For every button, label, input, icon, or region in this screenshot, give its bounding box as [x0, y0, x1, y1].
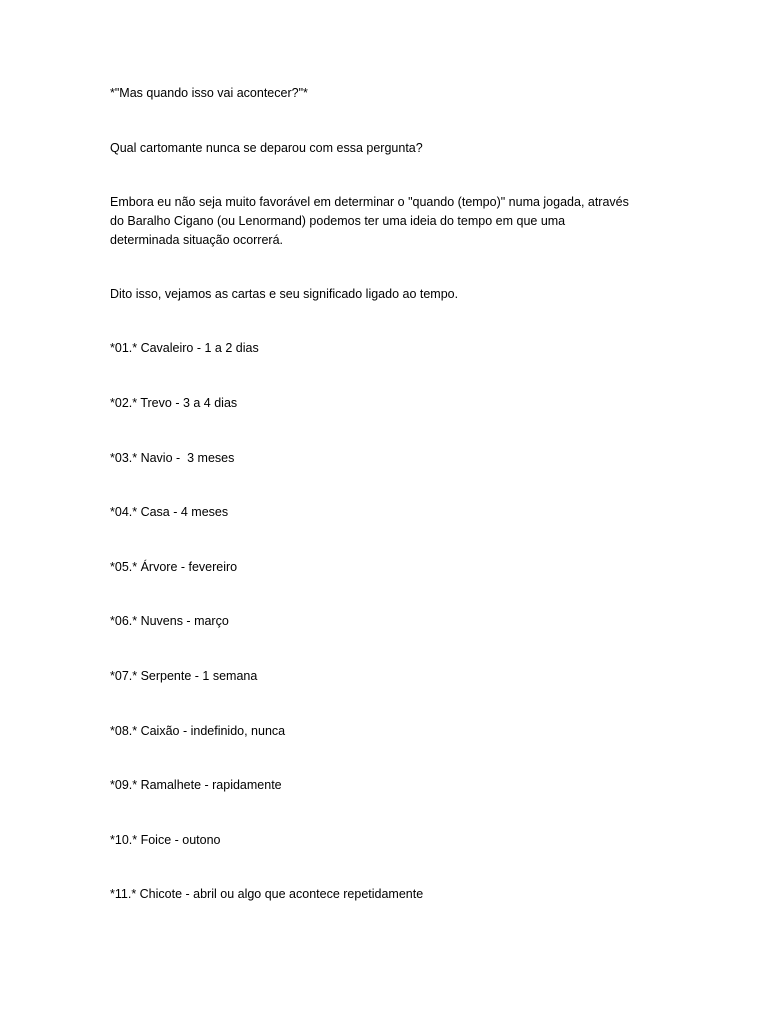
card-item: *06.* Nuvens - março	[110, 614, 229, 628]
title-line: *"Mas quando isso vai acontecer?"*	[110, 86, 308, 100]
card-item: *09.* Ramalhete - rapidamente	[110, 778, 282, 792]
card-item: *03.* Navio - 3 meses	[110, 451, 235, 465]
lead-line: Dito isso, vejamos as cartas e seu significado ligado ao tempo.	[110, 287, 459, 301]
card-item: *02.* Trevo - 3 a 4 dias	[110, 396, 238, 410]
card-item: *05.* Árvore - fevereiro	[110, 560, 238, 574]
card-item: *04.* Casa - 4 meses	[110, 505, 229, 519]
card-item: *01.* Cavaleiro - 1 a 2 dias	[110, 341, 259, 355]
card-item: *11.* Chicote - abril ou algo que acontece repetidamente	[110, 887, 424, 901]
card-item: *07.* Serpente - 1 semana	[110, 669, 258, 683]
card-item: *10.* Foice - outono	[110, 833, 221, 847]
intro-paragraph	[110, 193, 666, 250]
intro-line: Embora eu não seja muito favorável em determinar o "quando (tempo)" numa jogada, através	[110, 195, 629, 209]
intro-line: determinada situação ocorrerá.	[110, 233, 284, 247]
card-item: *08.* Caixão - indefinido, nunca	[110, 724, 286, 738]
intro-line: do Baralho Cigano (ou Lenormand) podemos ter uma ideia do tempo em que uma	[110, 214, 566, 228]
question-line: Qual cartomante nunca se deparou com essa pergunta?	[110, 141, 423, 155]
